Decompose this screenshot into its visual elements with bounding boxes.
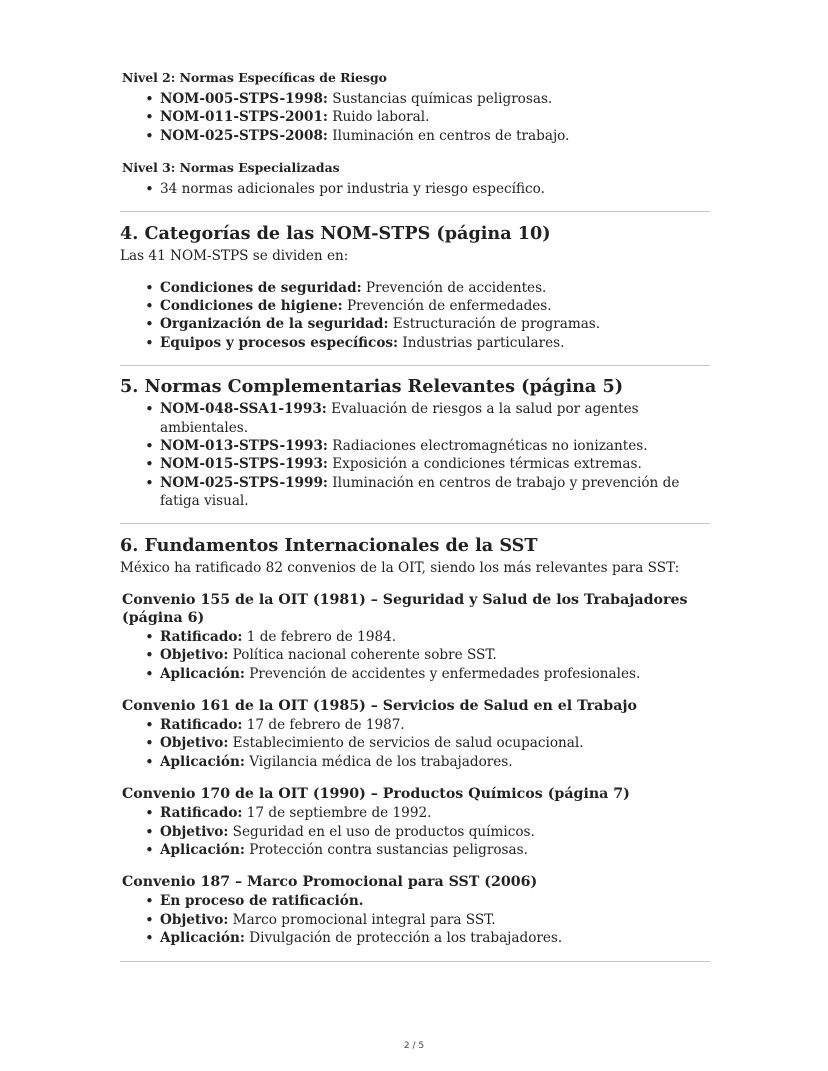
list-item: • Aplicación: Prevención de accidentes y enfermedades profesionales. xyxy=(160,665,710,683)
divider xyxy=(120,961,710,962)
list-item: • Objetivo: Seguridad en el uso de productos químicos. xyxy=(160,823,710,841)
section4-intro: Las 41 NOM-STPS se dividen en: xyxy=(120,247,349,264)
list-item: • Objetivo: Marco promocional integral para SST. xyxy=(160,911,710,929)
level2-list xyxy=(120,90,710,145)
divider xyxy=(120,523,710,524)
section5-list xyxy=(120,400,710,510)
list-item: • NOM-013-STPS-1993: Radiaciones electromagnéticas no ionizantes. xyxy=(160,437,710,455)
divider xyxy=(120,211,710,212)
list-item: • Aplicación: Vigilancia médica de los trabajadores. xyxy=(160,753,710,771)
list-item: • Ratificado: 17 de febrero de 1987. xyxy=(160,716,710,734)
list-item: • NOM-015-STPS-1993: Exposición a condiciones térmicas extremas. xyxy=(160,455,710,473)
convention-161-heading: Convenio 161 de la OIT (1985) – Servicios de Salud en el Trabajo xyxy=(122,697,638,714)
list-item: • Ratificado: 1 de febrero de 1984. xyxy=(160,628,710,646)
convention-155-heading: Convenio 155 de la OIT (1981) – Seguridad y Salud de los Trabajadores (página 6) xyxy=(122,591,688,626)
section6-intro: México ha ratificado 82 convenios de la OIT, siendo los más relevantes para SST: xyxy=(120,559,680,576)
level2-heading: Nivel 2: Normas Específicas de Riesgo xyxy=(122,70,387,85)
convention-170-heading: Convenio 170 de la OIT (1990) – Productos Químicos (página 7) xyxy=(122,786,630,803)
list-item: • Equipos y procesos específicos: Industrias particulares. xyxy=(160,334,710,352)
section4-list xyxy=(120,279,710,353)
section4-title: 4. Categorías de las NOM-STPS (página 10) xyxy=(120,222,551,244)
page-content xyxy=(120,70,710,962)
list-item: • En proceso de ratificación. xyxy=(160,892,710,910)
convention-161-list xyxy=(120,716,710,771)
list-item: • NOM-005-STPS-1998: Sustancias químicas peligrosas. xyxy=(160,90,710,108)
page-number: 2 / 5 xyxy=(403,1041,425,1051)
list-item: • NOM-025-STPS-2008: Iluminación en centros de trabajo. xyxy=(160,127,710,145)
convention-170-list xyxy=(120,804,710,859)
list-item: • Aplicación: Protección contra sustancias peligrosas. xyxy=(160,841,710,859)
list-item: • NOM-048-SSA1-1993: Evaluación de riesgos a la salud por agentes ambientales. xyxy=(160,400,710,437)
list-item: • NOM-025-STPS-1999: Iluminación en centros de trabajo y prevención de fatiga visual. xyxy=(160,474,680,511)
level3-list xyxy=(120,180,710,198)
list-item: • Aplicación: Divulgación de protección a los trabajadores. xyxy=(160,929,710,947)
section6-title: 6. Fundamentos Internacionales de la SST xyxy=(120,534,538,556)
list-item: • Ratificado: 17 de septiembre de 1992. xyxy=(160,804,710,822)
list-item: • Condiciones de seguridad: Prevención de accidentes. xyxy=(160,279,710,297)
convention-187-list xyxy=(120,892,710,947)
list-item: • NOM-011-STPS-2001: Ruido laboral. xyxy=(160,108,710,126)
list-item: • 34 normas adicionales por industria y riesgo específico. xyxy=(160,180,710,198)
list-item: • Organización de la seguridad: Estructuración de programas. xyxy=(160,315,710,333)
list-item: • Objetivo: Política nacional coherente sobre SST. xyxy=(160,646,710,664)
list-item: • Objetivo: Establecimiento de servicios de salud ocupacional. xyxy=(160,734,710,752)
convention-187-heading: Convenio 187 – Marco Promocional para SST (2006) xyxy=(122,874,538,891)
list-item: • Condiciones de higiene: Prevención de enfermedades. xyxy=(160,297,710,315)
convention-155-list xyxy=(120,628,710,683)
section5-title: 5. Normas Complementarias Relevantes (página 5) xyxy=(120,376,624,398)
divider xyxy=(120,365,710,366)
level3-heading: Nivel 3: Normas Especializadas xyxy=(122,160,340,176)
